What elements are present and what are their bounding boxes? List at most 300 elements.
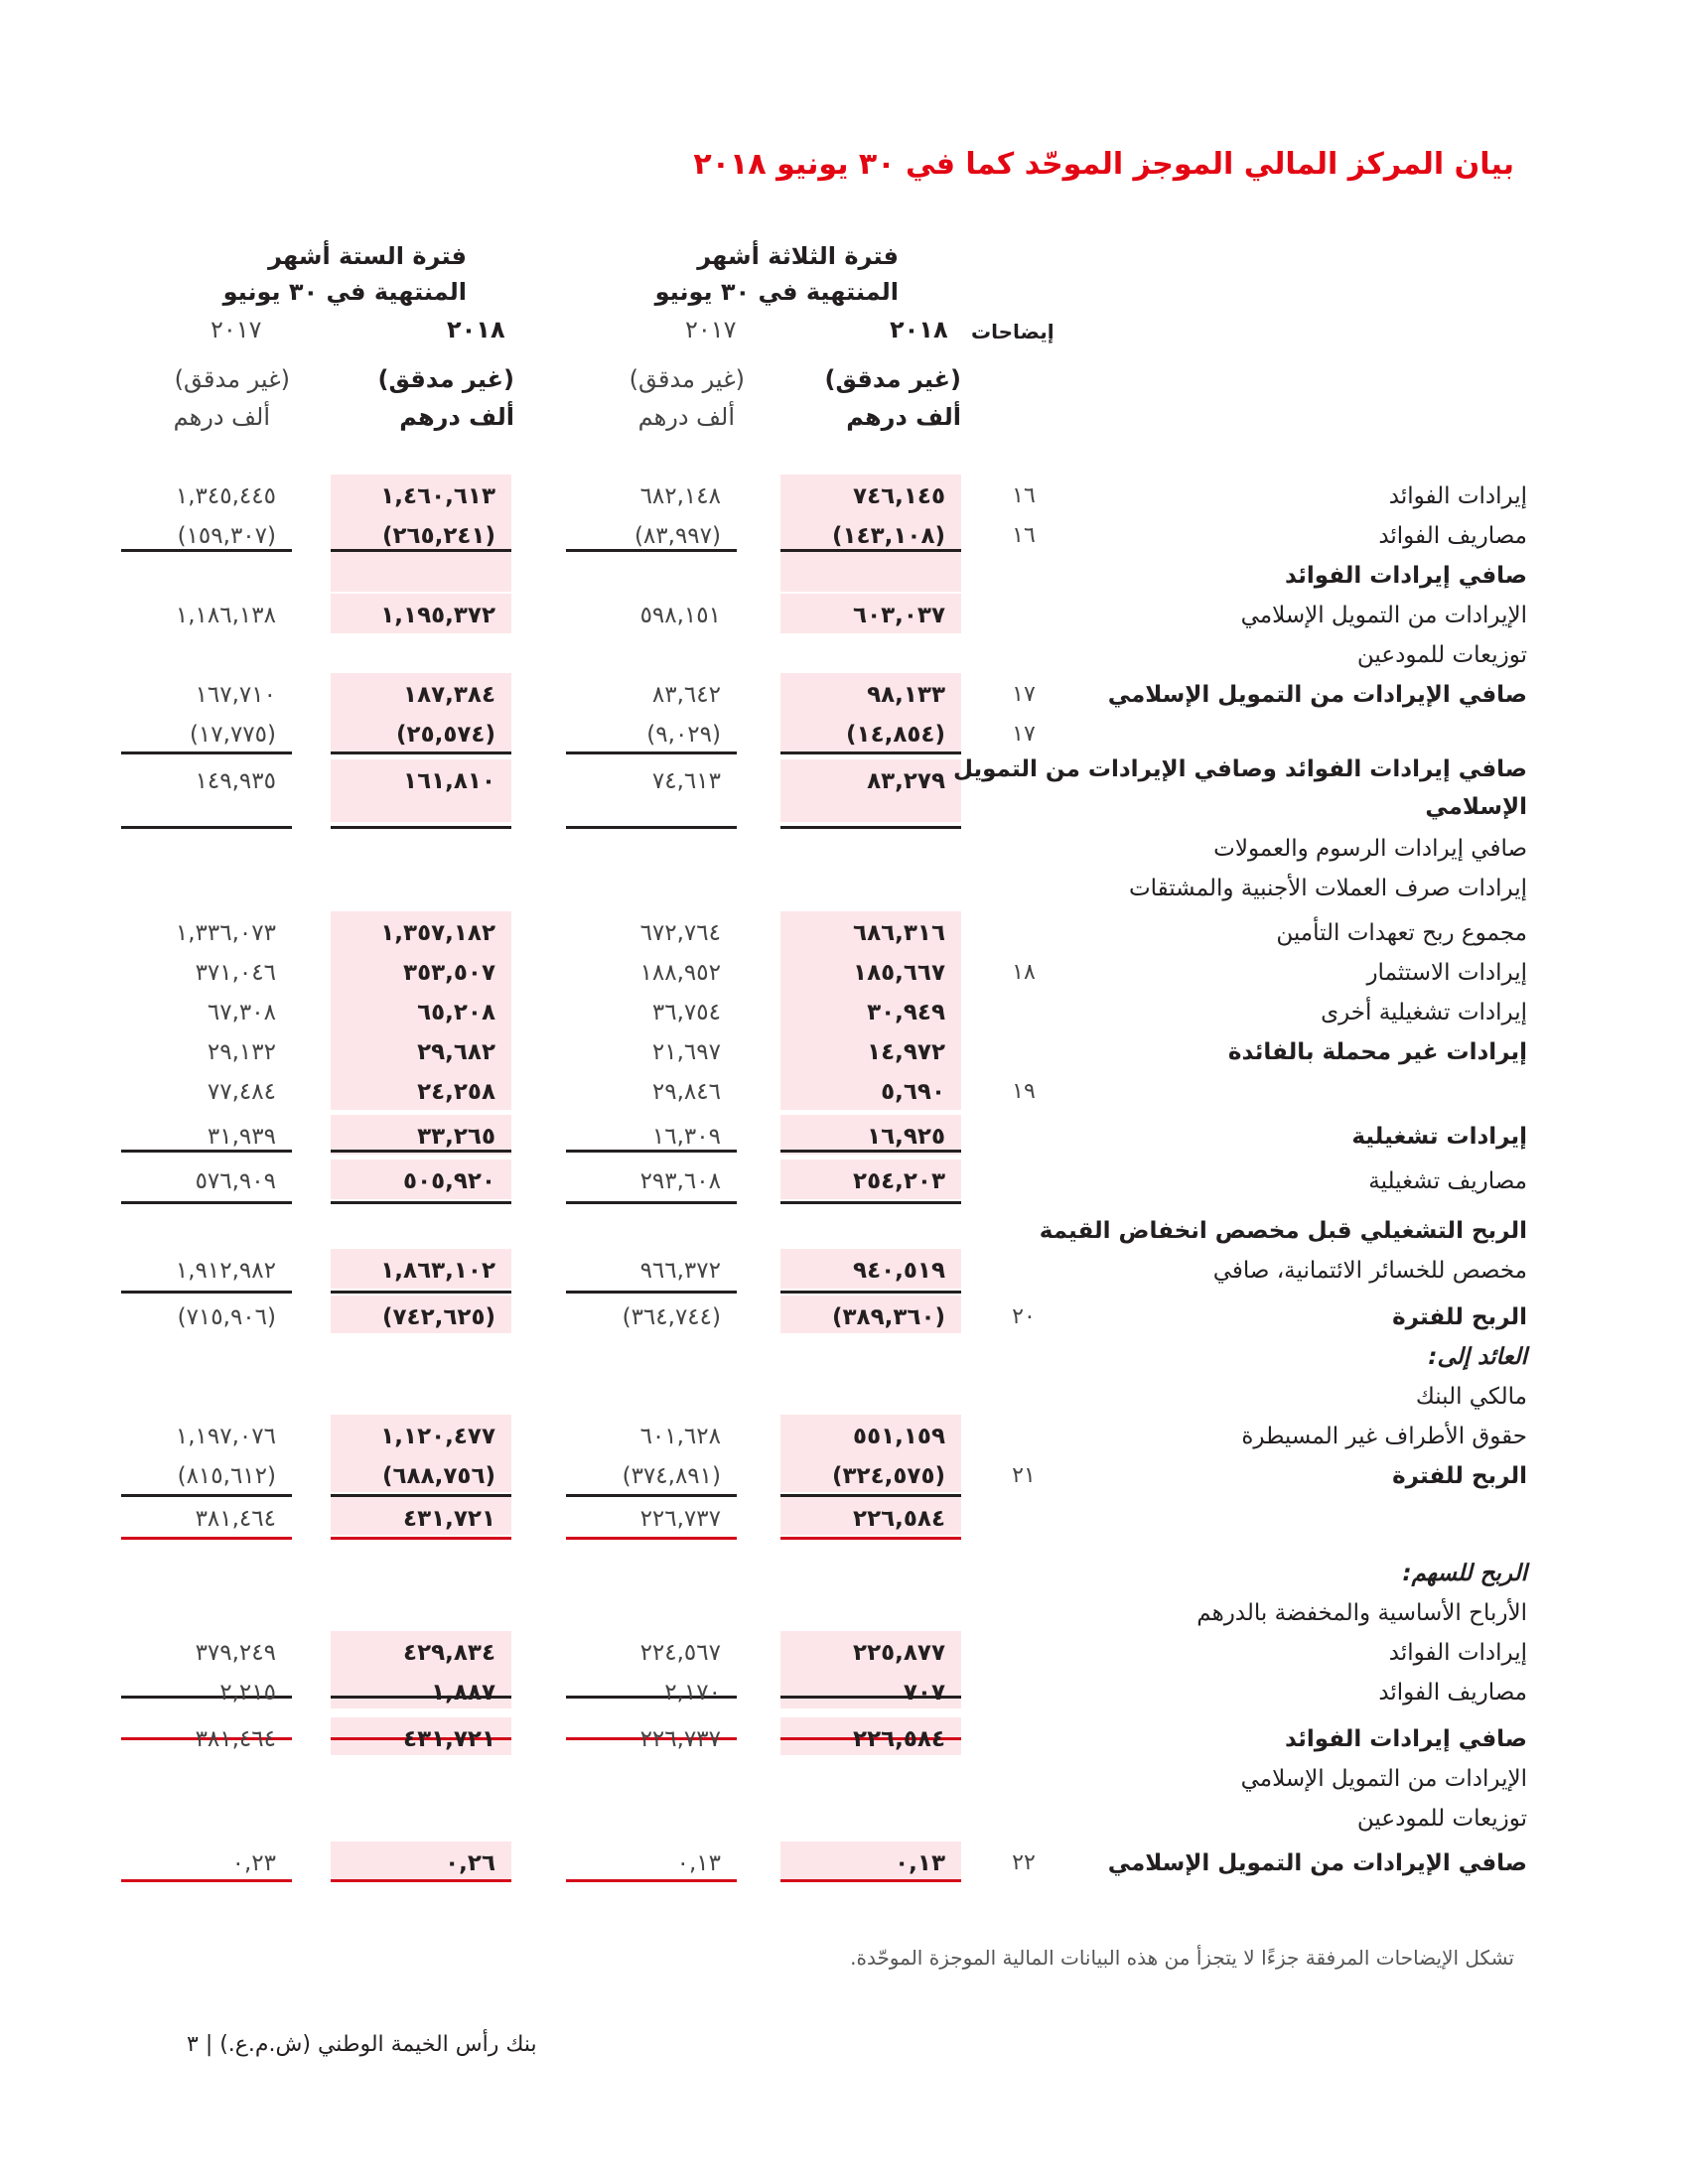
row-label: إيرادات الاستثمار (1366, 960, 1527, 986)
cell-c (331, 720, 511, 750)
page-title: بيان المركز المالي الموجز الموحّد كما في ٣٠ يونيو ٢٠١٨ (693, 147, 1514, 182)
cell-a (780, 918, 961, 948)
cell-c (331, 1678, 511, 1707)
cell-value: (٣٧٤,٨٩١) (622, 1463, 721, 1489)
cell-value: (٢٥,٥٧٤) (396, 722, 495, 748)
cell-b (566, 1256, 737, 1286)
cell-a (780, 1678, 961, 1707)
cell-c (331, 1037, 511, 1067)
cell-d (121, 1122, 292, 1152)
subtotal-rule (780, 1291, 961, 1294)
subtotal-rule (566, 1201, 737, 1204)
cell-c (331, 1638, 511, 1668)
subtotal-rule (121, 1291, 292, 1294)
cell-value: ١٦٧,٧١٠ (195, 682, 276, 708)
cell-value: ٢٢٦,٥٨٤ (853, 1726, 945, 1752)
cell-value: ٤٣١,٧٢١ (403, 1726, 495, 1752)
footnote: تشكل الإيضاحات المرفقة جزءًا لا يتجزأ من هذه البيانات المالية الموجزة الموحّدة. (850, 1946, 1514, 1970)
subtotal-rule (566, 1291, 737, 1294)
subtotal-rule (780, 751, 961, 754)
cell-d (121, 1077, 292, 1107)
row-label: مصاريف تشغيلية (1368, 1168, 1527, 1194)
cell-a (780, 680, 961, 710)
cell-b (566, 680, 737, 710)
cell-value: ٣٨١,٤٦٤ (195, 1506, 276, 1532)
row-label: توزيعات للمودعين (1356, 642, 1527, 668)
cell-c (331, 1256, 511, 1286)
cell-a (780, 1342, 961, 1372)
cell-value: (٣٢٤,٥٧٥) (832, 1463, 945, 1489)
cell-c (331, 834, 511, 864)
row-label: صافي إيرادات الرسوم والعمولات (1213, 836, 1527, 862)
cell-d (121, 1461, 292, 1491)
cell-value: ٧٤٦,١٤٥ (853, 483, 945, 509)
cell-b (566, 1166, 737, 1196)
year-three-current: ٢٠١٨ (890, 316, 948, 343)
row-label: مالكي البنك (1415, 1384, 1527, 1410)
cell-value: ٤٢٩,٨٣٤ (403, 1640, 495, 1666)
cell-value: (٣٦٤,٧٤٤) (622, 1304, 721, 1330)
cell-b (566, 766, 737, 796)
row-note-ref: ١٨ (1012, 960, 1036, 985)
cell-b (566, 640, 737, 670)
cell-d (121, 521, 292, 551)
cell-d (121, 1256, 292, 1286)
cell-value: ٢٢٦,٥٨٤ (853, 1506, 945, 1532)
cell-value: ١٨٨,٩٥٢ (639, 960, 721, 986)
cell-value: ٣٦,٧٥٤ (651, 1000, 721, 1025)
cell-value: ٧٤,٦١٣ (651, 768, 721, 794)
cell-value: ٢٤,٢٥٨ (417, 1079, 495, 1105)
cell-value: ١,٣٤٥,٤٤٥ (175, 483, 276, 509)
cell-value: ٨٣,٦٤٢ (651, 682, 721, 708)
total-rule (331, 1879, 511, 1882)
cell-c (331, 1302, 511, 1332)
cell-value: ٣٠,٩٤٩ (867, 1000, 945, 1025)
cell-value: ٠,١٣ (895, 1850, 945, 1876)
cell-d (121, 766, 292, 796)
header-three-months (631, 238, 899, 310)
cell-value: (٨١٥,٦١٢) (177, 1463, 276, 1489)
row-label: إيرادات صرف العملات الأجنبية والمشتقات (1128, 876, 1527, 901)
cell-c (331, 561, 511, 591)
cell-value: (٢٦٥,٢٤١) (382, 523, 495, 549)
cell-value: (٣٨٩,٣٦٠) (832, 1304, 945, 1330)
cell-d (121, 720, 292, 750)
row-note-ref: ٢٢ (1012, 1850, 1036, 1875)
total-rule (566, 1537, 737, 1540)
cell-value: (٧٤٢,٦٢٥) (382, 1304, 495, 1330)
row-label: إيرادات غير محملة بالفائدة (1227, 1039, 1527, 1065)
cell-d (121, 561, 292, 591)
cell-d (121, 918, 292, 948)
cell-value: ٢٢٥,٨٧٧ (853, 1640, 945, 1666)
cell-d (121, 481, 292, 511)
cell-b (566, 521, 737, 551)
cell-value: (٨٣,٩٩٧) (633, 523, 721, 549)
cell-b (566, 958, 737, 988)
cell-b (566, 1764, 737, 1794)
cell-value: (٦٨٨,٧٥٦) (382, 1463, 495, 1489)
cell-b (566, 1638, 737, 1668)
cell-c (331, 1598, 511, 1628)
cell-d (121, 601, 292, 630)
cell-value: ٢٩,٦٨٢ (417, 1039, 495, 1065)
row-label: صافي إيرادات الفوائد وصافي الإيرادات من التمويل (952, 756, 1527, 782)
cell-d (121, 1342, 292, 1372)
subtotal-rule (780, 1494, 961, 1497)
cell-b (566, 1461, 737, 1491)
cell-a (780, 998, 961, 1027)
currency-label-d: ألف درهم (173, 403, 270, 431)
row-label: مخصص للخسائر الائتمانية، صافي (1212, 1258, 1527, 1284)
cell-value: ٢٩,١٣٢ (207, 1039, 276, 1065)
row-note-ref: ٢٠ (1012, 1304, 1036, 1329)
cell-a (780, 1216, 961, 1246)
total-rule (566, 1879, 737, 1882)
cell-a (780, 1256, 961, 1286)
cell-a (780, 874, 961, 903)
cell-d (121, 1166, 292, 1196)
total-rule (121, 1537, 292, 1540)
cell-value: ٠,٢٦ (445, 1850, 495, 1876)
cell-d (121, 958, 292, 988)
cell-a (780, 1504, 961, 1534)
cell-value: ٢٥٤,٢٠٣ (853, 1168, 945, 1194)
cell-value: (١٧,٧٧٥) (189, 722, 276, 748)
cell-c (331, 1804, 511, 1834)
cell-c (331, 874, 511, 903)
row-label: إيرادات الفوائد (1388, 483, 1527, 509)
row-label: العائد إلى: (1428, 1344, 1527, 1370)
row-label-continued: الإسلامي (1425, 794, 1527, 820)
cell-value: ١٤٩,٩٣٥ (195, 768, 276, 794)
cell-a (780, 720, 961, 750)
cell-a (780, 1764, 961, 1794)
year-six-prior: ٢٠١٧ (211, 316, 262, 343)
cell-a (780, 601, 961, 630)
cell-d (121, 1382, 292, 1412)
row-label: الربح التشغيلي قبل مخصص انخفاض القيمة (1039, 1218, 1527, 1244)
cell-a (780, 1302, 961, 1332)
cell-d (121, 1678, 292, 1707)
cell-value: ٣٣,٢٦٥ (417, 1124, 495, 1150)
cell-c (331, 1342, 511, 1372)
cell-a (780, 561, 961, 591)
cell-value: ٧٠٧ (903, 1680, 945, 1706)
cell-value: ١٦١,٨١٠ (403, 768, 495, 794)
row-label: إيرادات الفوائد (1388, 1640, 1527, 1666)
cell-d (121, 1848, 292, 1878)
cell-b (566, 874, 737, 903)
cell-value: ٥٠٥,٩٢٠ (403, 1168, 495, 1194)
cell-value: ١,١٩٥,٣٧٢ (380, 603, 495, 628)
cell-c (331, 1166, 511, 1196)
unaudited-label-a: (غير مدقق) (824, 365, 961, 393)
cell-a (780, 481, 961, 511)
cell-value: ١٦,٩٢٥ (867, 1124, 945, 1150)
cell-value: ٣٧٩,٢٤٩ (195, 1640, 276, 1666)
cell-value: ٩٦٦,٣٧٢ (639, 1258, 721, 1284)
row-note-ref: ١٦ (1012, 523, 1036, 548)
cell-a (780, 1638, 961, 1668)
cell-c (331, 1382, 511, 1412)
cell-value: ٣٨١,٤٦٤ (195, 1726, 276, 1752)
row-label: الربح للفترة (1392, 1463, 1527, 1489)
cell-a (780, 1166, 961, 1196)
row-label: مصاريف الفوائد (1378, 1680, 1527, 1706)
cell-d (121, 834, 292, 864)
cell-b (566, 1122, 737, 1152)
currency-label-c: ألف درهم (399, 403, 514, 431)
cell-b (566, 1559, 737, 1588)
cell-b (566, 481, 737, 511)
row-label: صافي الإيرادات من التمويل الإسلامي (1107, 682, 1527, 708)
row-label: صافي إيرادات الفوائد (1284, 1726, 1527, 1752)
cell-b (566, 918, 737, 948)
total-rule (780, 1879, 961, 1882)
cell-value: ٦٠١,٦٢٨ (639, 1424, 721, 1449)
header-six-months-text: فترة الستة أشهر المنتهية في ٣٠ يونيو (222, 242, 467, 306)
cell-c (331, 766, 511, 796)
subtotal-rule (121, 1201, 292, 1204)
subtotal-rule (331, 1201, 511, 1204)
cell-c (331, 601, 511, 630)
cell-c (331, 1461, 511, 1491)
cell-value: ٣١,٩٣٩ (207, 1124, 276, 1150)
cell-d (121, 1422, 292, 1451)
cell-value: ٨٣,٢٧٩ (867, 768, 945, 794)
year-three-prior: ٢٠١٧ (685, 316, 737, 343)
cell-b (566, 1598, 737, 1628)
cell-d (121, 1764, 292, 1794)
cell-value: ١,١٢٠,٤٧٧ (380, 1424, 495, 1449)
cell-value: ١,٩١٢,٩٨٢ (175, 1258, 276, 1284)
row-label: حقوق الأطراف غير المسيطرة (1241, 1424, 1527, 1449)
cell-value: ١,١٨٦,١٣٨ (175, 603, 276, 628)
total-rule (331, 1537, 511, 1540)
cell-value: ٥٧٦,٩٠٩ (195, 1168, 276, 1194)
total-rule (121, 1879, 292, 1882)
cell-c (331, 1559, 511, 1588)
cell-a (780, 958, 961, 988)
cell-value: (١٤٣,١٠٨) (832, 523, 945, 549)
cell-c (331, 1216, 511, 1246)
currency-label-a: ألف درهم (846, 403, 961, 431)
cell-a (780, 1559, 961, 1588)
cell-a (780, 834, 961, 864)
cell-value: ٤٣١,٧٢١ (403, 1506, 495, 1532)
row-label: مصاريف الفوائد (1378, 523, 1527, 549)
cell-a (780, 1037, 961, 1067)
cell-value: ٢٩,٨٤٦ (651, 1079, 721, 1105)
cell-value: (٧١٥,٩٠٦) (177, 1304, 276, 1330)
row-label: صافي إيرادات الفوائد (1284, 563, 1527, 589)
cell-c (331, 1848, 511, 1878)
cell-value: ٦٨٦,٣١٦ (853, 920, 945, 946)
cell-b (566, 1724, 737, 1754)
subtotal-rule (331, 1291, 511, 1294)
row-note-ref: ١٦ (1012, 483, 1036, 508)
cell-d (121, 1598, 292, 1628)
cell-value: ١,١٩٧,٠٧٦ (175, 1424, 276, 1449)
cell-a (780, 1598, 961, 1628)
cell-d (121, 680, 292, 710)
year-six-current: ٢٠١٨ (447, 316, 505, 343)
cell-value: ٢٢٤,٥٦٧ (639, 1640, 721, 1666)
cell-c (331, 958, 511, 988)
row-note-ref: ١٩ (1012, 1079, 1036, 1104)
cell-d (121, 1559, 292, 1588)
cell-b (566, 834, 737, 864)
cell-d (121, 1724, 292, 1754)
cell-value: ٦٨٢,١٤٨ (639, 483, 721, 509)
subtotal-rule (121, 1494, 292, 1497)
cell-value: ٦٧٢,٧٦٤ (639, 920, 721, 946)
cell-b (566, 1302, 737, 1332)
cell-d (121, 1504, 292, 1534)
cell-c (331, 918, 511, 948)
cell-a (780, 1848, 961, 1878)
cell-value: ٥٩٨,١٥١ (639, 603, 721, 628)
cell-value: ١٨٥,٦٦٧ (853, 960, 945, 986)
cell-value: ١,٤٦٠,٦١٣ (380, 483, 495, 509)
cell-d (121, 998, 292, 1027)
cell-value: (٩,٠٢٩) (646, 722, 721, 748)
cell-c (331, 1504, 511, 1534)
cell-b (566, 1037, 737, 1067)
row-label: الربح للفترة (1392, 1304, 1527, 1330)
cell-b (566, 1382, 737, 1412)
cell-b (566, 720, 737, 750)
cell-value: ٢٩٣,٦٠٨ (639, 1168, 721, 1194)
row-note-ref: ١٧ (1012, 722, 1036, 747)
cell-b (566, 1216, 737, 1246)
row-label: الأرباح الأساسية والمخفضة بالدرهم (1196, 1600, 1527, 1626)
cell-value: ٥,٦٩٠ (881, 1079, 945, 1105)
cell-d (121, 1804, 292, 1834)
unaudited-label-d: (غير مدقق) (174, 365, 290, 393)
cell-c (331, 521, 511, 551)
cell-b (566, 1804, 737, 1834)
cell-value: ٩٤٠,٥١٩ (853, 1258, 945, 1284)
cell-a (780, 1077, 961, 1107)
cell-value: ٩٨,١٣٣ (867, 682, 945, 708)
cell-value: ٢,١٧٠ (664, 1680, 721, 1706)
subtotal-rule (331, 1494, 511, 1497)
cell-value: ٢٢٦,٧٣٧ (639, 1506, 721, 1532)
cell-value: ٠,١٣ (676, 1850, 721, 1876)
cell-a (780, 766, 961, 796)
row-label: الإيرادات من التمويل الإسلامي (1240, 603, 1527, 628)
row-label: الإيرادات من التمويل الإسلامي (1240, 1766, 1527, 1792)
cell-b (566, 1504, 737, 1534)
cell-c (331, 680, 511, 710)
cell-a (780, 1382, 961, 1412)
cell-value: (١٤,٨٥٤) (846, 722, 945, 748)
cell-value: ٦٠٣,٠٣٧ (853, 603, 945, 628)
cell-b (566, 1077, 737, 1107)
cell-value: ٣٧١,٠٤٦ (195, 960, 276, 986)
cell-b (566, 561, 737, 591)
cell-c (331, 481, 511, 511)
row-label: صافي الإيرادات من التمويل الإسلامي (1107, 1850, 1527, 1876)
cell-value: ٢٢٦,٧٣٧ (639, 1726, 721, 1752)
cell-value: ١٨٧,٣٨٤ (403, 682, 495, 708)
header-three-months-text: فترة الثلاثة أشهر المنتهية في ٣٠ يونيو (654, 242, 899, 306)
cell-c (331, 1077, 511, 1107)
subtotal-rule (121, 751, 292, 754)
subtotal-rule (121, 826, 292, 829)
row-note-ref: ٢١ (1012, 1463, 1036, 1488)
subtotal-rule (566, 1494, 737, 1497)
cell-d (121, 1302, 292, 1332)
cell-c (331, 640, 511, 670)
page-footer: بنك رأس الخيمة الوطني (ش.م.ع.) | ٣ (187, 2032, 537, 2057)
cell-value: ١٦,٣٠٩ (651, 1124, 721, 1150)
cell-value: ٧٧,٤٨٤ (207, 1079, 276, 1105)
cell-c (331, 1724, 511, 1754)
row-label: الربح للسهم: (1402, 1561, 1527, 1586)
cell-b (566, 998, 737, 1027)
cell-a (780, 521, 961, 551)
cell-a (780, 1804, 961, 1834)
notes-header: إيضاحات (971, 320, 1055, 343)
cell-value: ١,٨٨٧ (431, 1680, 495, 1706)
cell-value: ٦٥,٢٠٨ (417, 1000, 495, 1025)
cell-b (566, 601, 737, 630)
cell-value: (١٥٩,٣٠٧) (177, 523, 276, 549)
cell-d (121, 640, 292, 670)
total-rule (780, 1537, 961, 1540)
cell-a (780, 1461, 961, 1491)
cell-value: ١٤,٩٧٢ (867, 1039, 945, 1065)
cell-value: ٥٥١,١٥٩ (853, 1424, 945, 1449)
cell-d (121, 1037, 292, 1067)
cell-d (121, 1216, 292, 1246)
cell-d (121, 874, 292, 903)
header-six-months (209, 238, 467, 310)
cell-c (331, 998, 511, 1027)
unaudited-label-b: (غير مدقق) (629, 365, 745, 393)
cell-a (780, 1422, 961, 1451)
row-label: مجموع ربح تعهدات التأمين (1276, 920, 1527, 946)
cell-value: ١,٨٦٣,١٠٢ (380, 1258, 495, 1284)
cell-value: ٣٥٣,٥٠٧ (403, 960, 495, 986)
cell-b (566, 1678, 737, 1707)
cell-value: ٠,٢٣ (231, 1850, 276, 1876)
cell-value: ١,٣٣٦,٠٧٣ (175, 920, 276, 946)
row-label: إيرادات تشغيلية (1351, 1124, 1527, 1150)
currency-label-b: ألف درهم (637, 403, 735, 431)
cell-value: ٢١,٦٩٧ (651, 1039, 721, 1065)
cell-a (780, 640, 961, 670)
cell-b (566, 1422, 737, 1451)
cell-value: ١,٣٥٧,١٨٢ (380, 920, 495, 946)
cell-c (331, 1122, 511, 1152)
cell-b (566, 1342, 737, 1372)
cell-c (331, 1764, 511, 1794)
subtotal-rule (331, 826, 511, 829)
cell-a (780, 1122, 961, 1152)
subtotal-rule (780, 1201, 961, 1204)
subtotal-rule (566, 826, 737, 829)
subtotal-rule (780, 826, 961, 829)
subtotal-rule (566, 751, 737, 754)
row-label: توزيعات للمودعين (1356, 1806, 1527, 1832)
row-label: إيرادات تشغيلية أخرى (1321, 1000, 1527, 1025)
cell-c (331, 1422, 511, 1451)
